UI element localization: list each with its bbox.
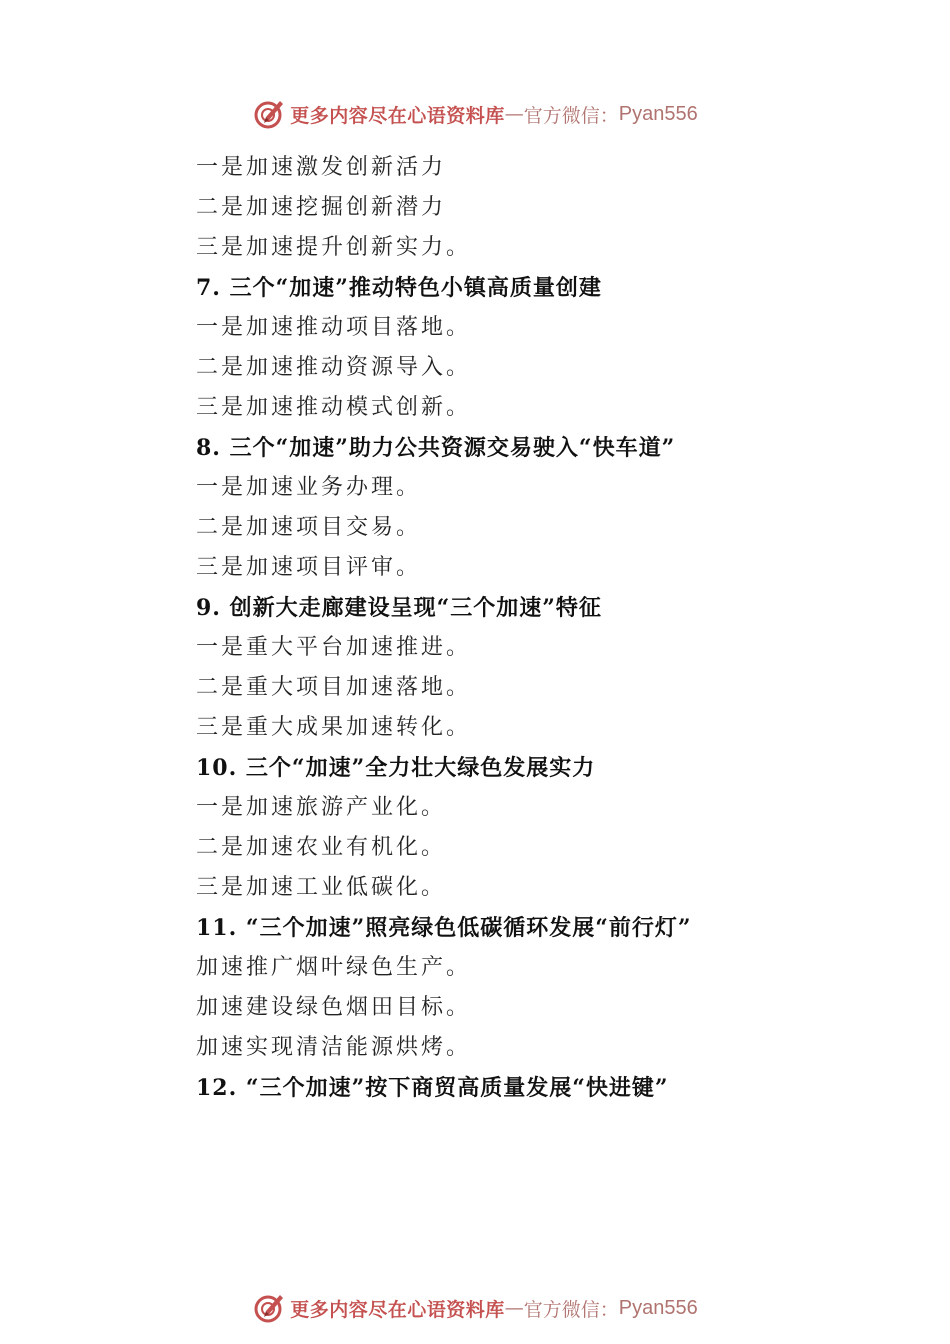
list-item: 加速实现清洁能源烘烤。 <box>196 1035 472 1060</box>
footer-watermark-banner <box>0 1288 950 1328</box>
banner-brand-text: 更多内容尽在心语资料库 <box>290 1298 505 1321</box>
pen-circle-logo-icon <box>252 1291 286 1325</box>
list-item: 加速建设绿色烟田目标。 <box>196 995 472 1020</box>
section-heading: 9. 创新大走廊建设呈现“三个加速”特征 <box>196 595 602 621</box>
banner-wechat-id: Pyan556 <box>618 1296 698 1319</box>
section-heading: 8. 三个“加速”助力公共资源交易驶入“快车道” <box>196 435 676 461</box>
list-item: 二是加速农业有机化。 <box>196 835 447 860</box>
list-item: 一是加速激发创新活力 <box>196 155 447 180</box>
banner-wechat-label: 官方微信： <box>523 1298 619 1321</box>
list-item: 一是加速推动项目落地。 <box>196 315 472 340</box>
list-item: 三是加速项目评审。 <box>196 555 422 580</box>
banner-wechat-label: 官方微信： <box>523 104 619 127</box>
list-item: 三是加速推动模式创新。 <box>196 395 472 420</box>
list-item: 三是加速工业低碳化。 <box>196 875 447 900</box>
list-item: 一是加速业务办理。 <box>196 475 422 500</box>
banner-brand-text: 更多内容尽在心语资料库 <box>290 104 505 127</box>
section-heading: 10. 三个“加速”全力壮大绿色发展实力 <box>196 755 596 781</box>
banner-dash: — <box>504 103 524 125</box>
pen-circle-logo-icon <box>252 97 286 131</box>
list-item: 二是加速挖掘创新潜力 <box>196 195 447 220</box>
list-item: 二是加速项目交易。 <box>196 515 422 540</box>
list-item: 一是重大平台加速推进。 <box>196 635 472 660</box>
document-body <box>196 148 876 1108</box>
banner-dash: — <box>504 1297 524 1319</box>
list-item: 二是加速推动资源导入。 <box>196 355 472 380</box>
section-heading: 7. 三个“加速”推动特色小镇高质量创建 <box>196 275 602 301</box>
banner-wechat-id: Pyan556 <box>618 102 698 125</box>
list-item: 三是重大成果加速转化。 <box>196 715 472 740</box>
list-item: 三是加速提升创新实力。 <box>196 235 472 260</box>
header-watermark-banner <box>0 94 950 134</box>
list-item: 加速推广烟叶绿色生产。 <box>196 955 472 980</box>
section-heading: 11. “三个加速”照亮绿色低碳循环发展“前行灯” <box>196 915 692 941</box>
section-heading: 12. “三个加速”按下商贸高质量发展“快进键” <box>196 1075 669 1101</box>
list-item: 二是重大项目加速落地。 <box>196 675 472 700</box>
list-item: 一是加速旅游产业化。 <box>196 795 447 820</box>
